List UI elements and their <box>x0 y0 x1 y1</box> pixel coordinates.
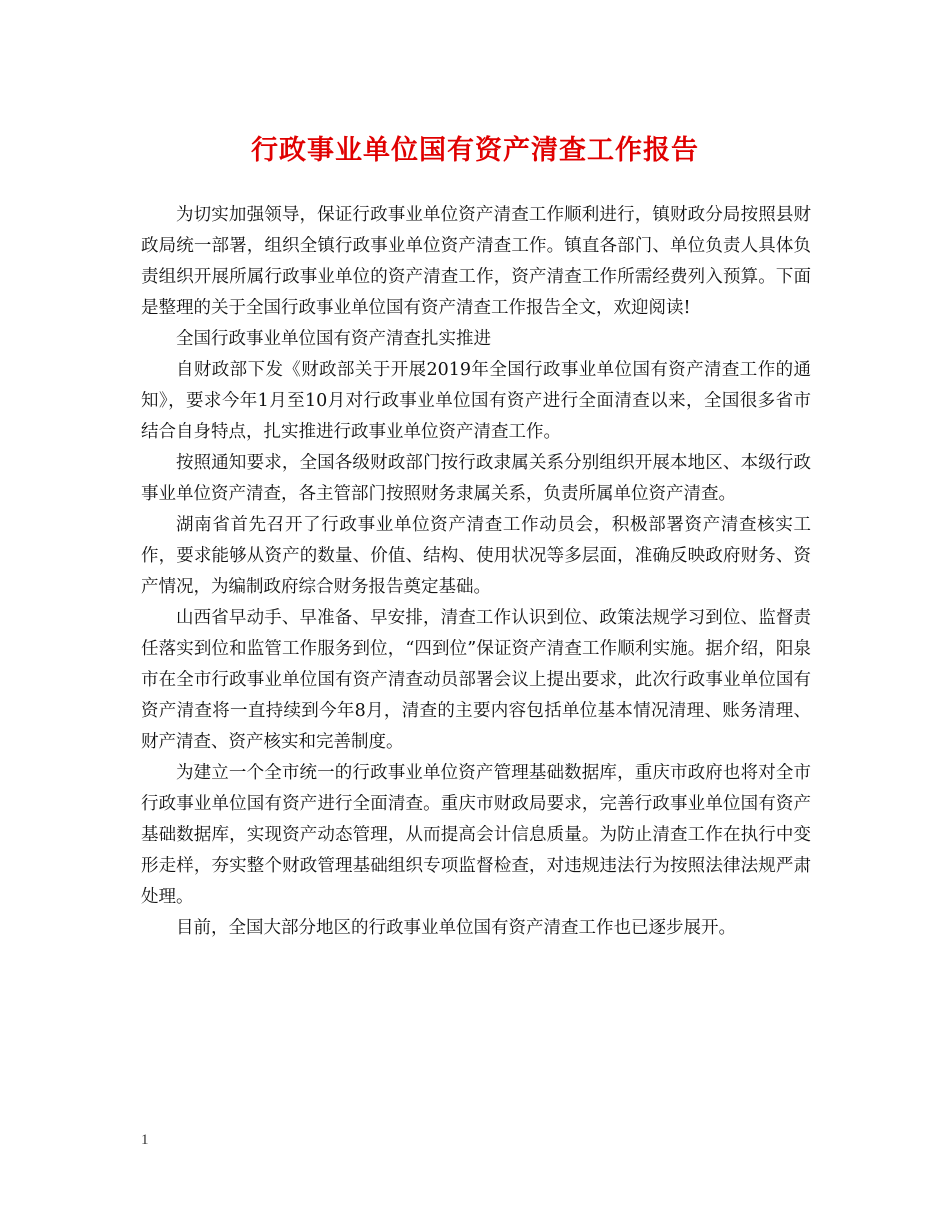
document-title: 行政事业单位国有资产清查工作报告 <box>251 135 699 166</box>
document-body <box>141 200 811 944</box>
paragraph: 为建立一个全市统一的行政事业单位资产管理基础数据库，重庆市政府也将对全市行政事业单位国有资产进行全面清查。重庆市财政局要求，完善行政事业单位国有资产基础数据库，实现资产动态管理，从而提高会计信息质量。为防止清查工作在执行中变形走样，夯实整个财政管理基础组织专项监督检查，对违规违法行为按照法律法规严肃处理。 <box>141 763 811 907</box>
paragraph: 自财政部下发《财政部关于开展2019年全国行政事业单位国有资产清查工作的通知》，要求今年1月至10月对行政事业单位国有资产进行全面清查以来，全国很多省市结合自身特点，扎实推进行政事业单位资产清查工作。 <box>141 360 811 442</box>
paragraph: 为切实加强领导，保证行政事业单位资产清查工作顺利进行，镇财政分局按照县财政局统一部署，组织全镇行政事业单位资产清查工作。镇直各部门、单位负责人具体负责组织开展所属行政事业单位的资产清查工作，资产清查工作所需经费列入预算。下面是整理的关于全国行政事业单位国有资产清查工作报告全文，欢迎阅读! <box>141 205 811 318</box>
paragraph: 山西省早动手、早准备、早安排，清查工作认识到位、政策法规学习到位、监督责任落实到位和监管工作服务到位，“四到位”保证资产清查工作顺利实施。据介绍，阳泉市在全市行政事业单位国有资产清查动员部署会议上提出要求，此次行政事业单位国有资产清查将一直持续到今年8月，清查的主要内容包括单位基本情况清理、账务清理、财产清查、资产核实和完善制度。 <box>141 608 811 752</box>
paragraph: 湖南省首先召开了行政事业单位资产清查工作动员会，积极部署资产清查核实工作，要求能够从资产的数量、价值、结构、使用状况等多层面，准确反映政府财务、资产情况，为编制政府综合财务报告奠定基础。 <box>141 515 811 597</box>
section-heading: 全国行政事业单位国有资产清查扎实推进 <box>176 329 491 349</box>
page-number: 1 <box>141 1132 149 1148</box>
paragraph: 目前，全国大部分地区的行政事业单位国有资产清查工作也已逐步展开。 <box>176 918 736 938</box>
paragraph: 按照通知要求，全国各级财政部门按行政隶属关系分别组织开展本地区、本级行政事业单位资产清查，各主管部门按照财务隶属关系，负责所属单位资产清查。 <box>141 453 811 504</box>
